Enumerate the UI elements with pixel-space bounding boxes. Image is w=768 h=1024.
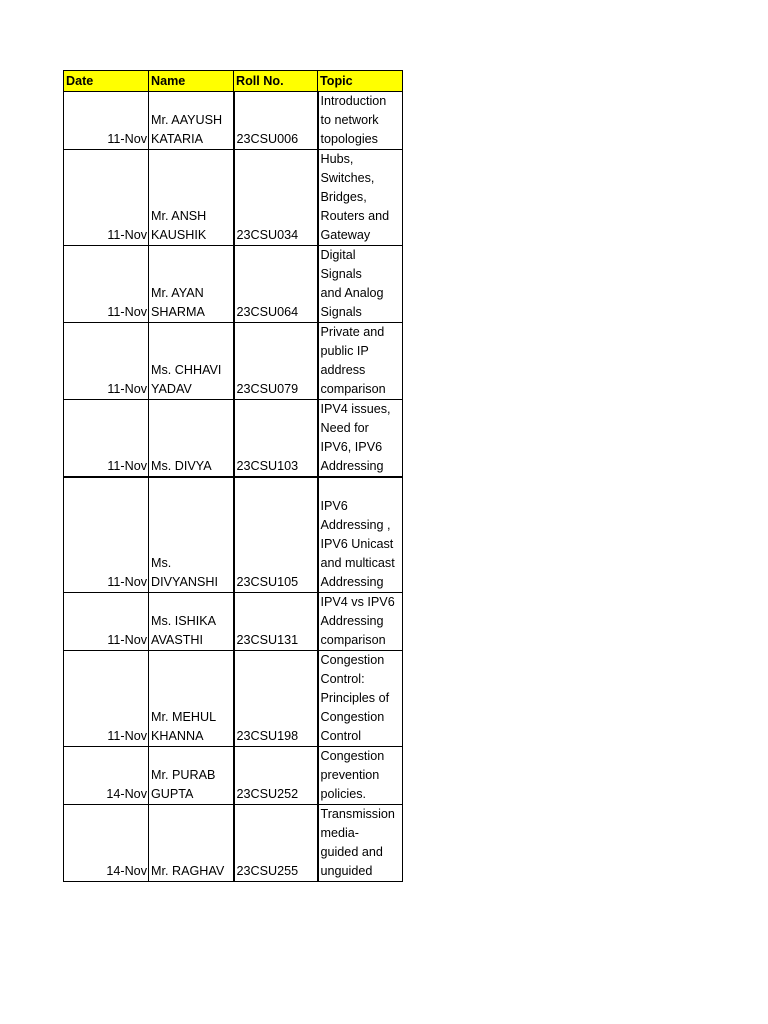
cell-name-line: Ms. ISHIKA [151, 613, 217, 628]
cell-topic-line: Need for [320, 421, 369, 435]
cell-name-line: Mr. ANSH [151, 209, 207, 223]
cell-name-line: KHANNA [151, 728, 204, 743]
cell-roll-no: 23CSU105 [234, 477, 318, 592]
cell-topic-line: Transmission [320, 806, 395, 821]
cell-topic [318, 150, 403, 246]
cell-topic [318, 650, 403, 746]
cell-name-line: Ms. DIVYA [151, 459, 212, 473]
cell-topic-line: guided and [320, 844, 383, 859]
cell-topic-line: Congestion [320, 748, 385, 763]
cell-date: 11-Nov [64, 400, 149, 478]
cell-topic [318, 323, 403, 400]
presentation-schedule-table [63, 70, 403, 882]
cell-date: 11-Nov [64, 246, 149, 323]
cell-name-line: Mr. AYAN [151, 286, 204, 300]
table-row [64, 650, 403, 746]
cell-roll-no: 23CSU131 [234, 592, 318, 650]
header-date: Date [64, 71, 149, 92]
cell-topic-line: Signals [320, 305, 362, 319]
cell-name-line: Ms. [151, 555, 172, 570]
cell-topic-line: Introduction [320, 94, 387, 108]
cell-date: 11-Nov [64, 323, 149, 400]
cell-name [149, 650, 234, 746]
cell-name [149, 150, 234, 246]
table-row [64, 92, 403, 150]
cell-topic [318, 246, 403, 323]
cell-topic-line: comparison [320, 632, 386, 647]
cell-topic [318, 92, 403, 150]
cell-name [149, 477, 234, 592]
cell-date: 14-Nov [64, 804, 149, 881]
cell-topic-line: topologies [320, 132, 378, 146]
cell-topic-line: to network [320, 113, 379, 127]
header-topic: Topic [318, 71, 403, 92]
cell-topic-line: and multicast [320, 555, 395, 570]
cell-topic-line: IPV6 [320, 498, 348, 513]
cell-roll-no: 23CSU034 [234, 150, 318, 246]
cell-topic-line: IPV4 issues, [320, 402, 391, 416]
cell-name-line: Mr. RAGHAV [151, 863, 225, 878]
cell-topic-line: Addressing [320, 613, 384, 628]
cell-topic-line: Private and [320, 325, 385, 339]
cell-topic-line: Control: [320, 671, 365, 686]
cell-name-line: DIVYANSHI [151, 574, 218, 589]
cell-name-line: GUPTA [151, 786, 194, 801]
cell-topic-line: public IP [320, 344, 369, 358]
cell-name [149, 323, 234, 400]
table-row [64, 804, 403, 881]
cell-date: 11-Nov [64, 592, 149, 650]
cell-roll-no: 23CSU079 [234, 323, 318, 400]
cell-topic [318, 746, 403, 804]
cell-name [149, 246, 234, 323]
cell-topic-line: comparison [320, 382, 386, 396]
cell-topic-line: IPV6, IPV6 [320, 440, 383, 454]
cell-topic-line: media- [320, 825, 359, 840]
cell-date: 14-Nov [64, 746, 149, 804]
header-name: Name [149, 71, 234, 92]
cell-name [149, 92, 234, 150]
cell-topic-line: Congestion [320, 652, 385, 667]
cell-roll-no: 23CSU064 [234, 246, 318, 323]
cell-name-line: Mr. AAYUSH [151, 113, 223, 127]
table-row [64, 246, 403, 323]
cell-topic [318, 804, 403, 881]
cell-topic-line: and Analog [320, 286, 384, 300]
cell-name-line: KAUSHIK [151, 228, 207, 242]
cell-name [149, 746, 234, 804]
table-row [64, 592, 403, 650]
cell-topic-line: IPV4 vs IPV6 [320, 594, 395, 609]
cell-name-line: YADAV [151, 382, 192, 396]
header-roll-no: Roll No. [234, 71, 318, 92]
cell-topic-line: unguided [320, 863, 373, 878]
cell-name [149, 804, 234, 881]
header-row [64, 71, 403, 92]
cell-date: 11-Nov [64, 150, 149, 246]
cell-topic-line: Control [320, 728, 362, 743]
cell-date: 11-Nov [64, 650, 149, 746]
table-row [64, 323, 403, 400]
cell-name-line: Ms. CHHAVI [151, 363, 222, 377]
table-row [64, 400, 403, 478]
cell-topic-line: Principles of [320, 690, 390, 705]
cell-roll-no: 23CSU255 [234, 804, 318, 881]
cell-topic [318, 592, 403, 650]
cell-name-line: SHARMA [151, 305, 205, 319]
cell-name-line: Mr. MEHUL [151, 709, 217, 724]
cell-topic [318, 477, 403, 592]
cell-roll-no: 23CSU198 [234, 650, 318, 746]
cell-roll-no: 23CSU103 [234, 400, 318, 478]
cell-topic-line: Addressing [320, 459, 384, 473]
cell-topic-line: Routers and [320, 209, 390, 223]
cell-roll-no: 23CSU252 [234, 746, 318, 804]
table-row [64, 150, 403, 246]
cell-date: 11-Nov [64, 92, 149, 150]
cell-topic [318, 400, 403, 478]
cell-name-line: Mr. PURAB [151, 767, 216, 782]
cell-topic-line: address [320, 363, 366, 377]
cell-topic-line: Addressing , [320, 517, 391, 532]
cell-topic-line: Bridges, [320, 190, 367, 204]
cell-topic-line: Addressing [320, 574, 384, 589]
cell-topic-line: Digital Signals [320, 248, 362, 281]
cell-roll-no: 23CSU006 [234, 92, 318, 150]
cell-name-line: KATARIA [151, 132, 204, 146]
cell-topic-line: prevention [320, 767, 380, 782]
cell-name [149, 400, 234, 478]
cell-name-line: AVASTHI [151, 632, 204, 647]
cell-name [149, 592, 234, 650]
cell-topic-line: Switches, [320, 171, 375, 185]
cell-date: 11-Nov [64, 477, 149, 592]
cell-topic-line: policies. [320, 786, 366, 801]
cell-topic-line: Gateway [320, 228, 371, 242]
cell-topic-line: Hubs, [320, 152, 354, 166]
table-row [64, 746, 403, 804]
table-row [64, 477, 403, 592]
cell-topic-line: Congestion [320, 709, 385, 724]
cell-topic-line: IPV6 Unicast [320, 536, 394, 551]
